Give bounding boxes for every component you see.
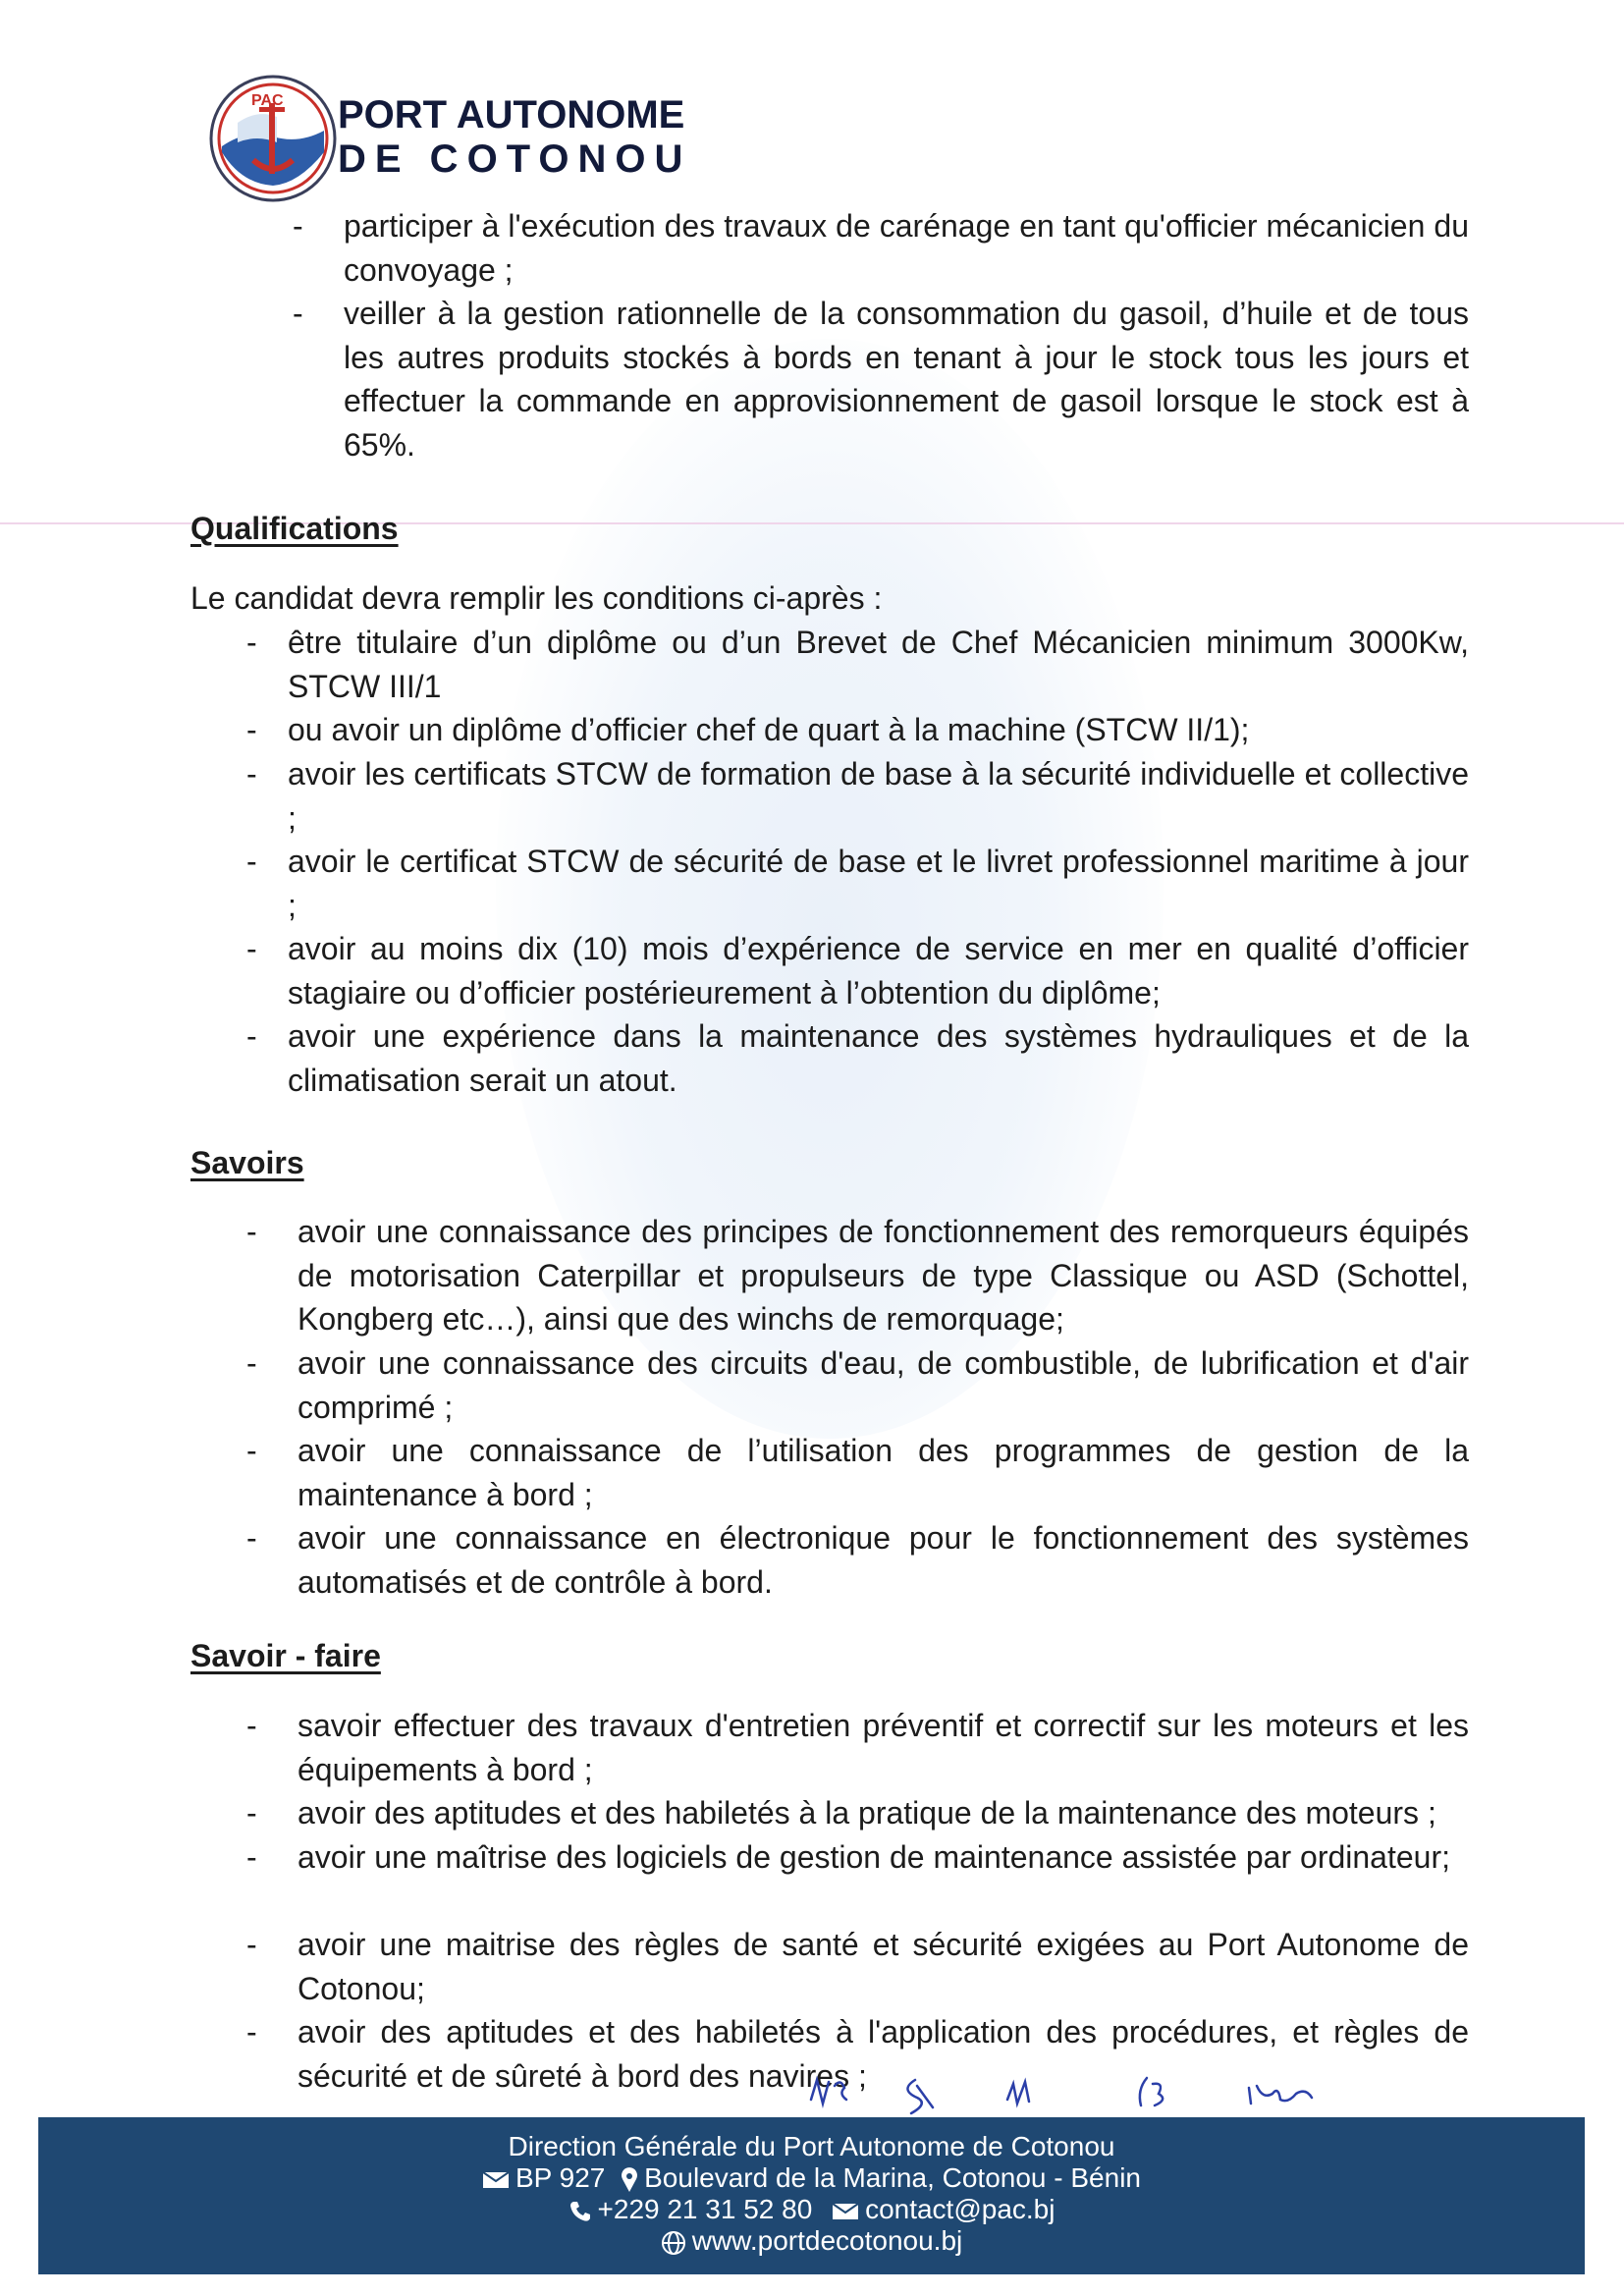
- footer-phone: +229 21 31 52 80: [597, 2194, 813, 2224]
- organization-name-line2: DE COTONOU: [338, 137, 692, 181]
- section-heading-savoir-faire: Savoir - faire: [190, 1638, 381, 1673]
- footer-email[interactable]: contact@pac.bj: [865, 2194, 1056, 2224]
- footer-address: Boulevard de la Marina, Cotonou - Bénin: [644, 2162, 1141, 2193]
- footer-website[interactable]: www.portdecotonou.bj: [691, 2225, 963, 2256]
- list-item: - avoir une connaissance des circuits d'eau, de combustible, de lubrification et d'air comprimé ;: [246, 1345, 1469, 1425]
- footer-contact-band: [38, 2117, 1585, 2274]
- globe-icon: [661, 2230, 686, 2256]
- list-item: - avoir les certificats STCW de formation de base à la sécurité individuelle et collective ;: [246, 756, 1469, 836]
- list-item: - avoir le certificat STCW de sécurité de base et le livret professionnel maritime à jour ;: [246, 844, 1469, 923]
- list-item: - avoir une maîtrise des logiciels de gestion de maintenance assistée par ordinateur;: [246, 1839, 1450, 1875]
- mail-icon: [482, 2171, 510, 2189]
- footer-bp: BP 927: [515, 2162, 606, 2193]
- footer-web-line: [38, 2225, 1585, 2257]
- footer-address-line: [38, 2162, 1585, 2194]
- phone-icon: [568, 2200, 592, 2223]
- list-item: - avoir des aptitudes et des habiletés à l'application des procédures, et règles de sécurité et de sûreté à bord des navires ;: [246, 2014, 1469, 2094]
- port-logo: [208, 74, 338, 203]
- mail-icon: [832, 2203, 859, 2220]
- list-item: - avoir au moins dix (10) mois d’expérience de service en mer en qualité d’officier stagiaire ou d’officier postérieurement à l’obtention du diplôme;: [246, 931, 1469, 1011]
- footer-org-line: Direction Générale du Port Autonome de Cotonou: [508, 2131, 1115, 2161]
- organization-name: [338, 93, 691, 182]
- logo-text: PAC: [251, 92, 284, 109]
- section-heading-qualifications: Qualifications: [190, 511, 399, 546]
- list-item: - avoir une connaissance de l’utilisation des programmes de gestion de la maintenance à bord ;: [246, 1433, 1469, 1512]
- footer-contact-line: [38, 2194, 1585, 2225]
- section-heading-savoirs: Savoirs: [190, 1145, 304, 1180]
- list-item: - avoir une connaissance des principes de fonctionnement des remorqueurs équipés de motorisation Caterpillar et propulseurs de type Classique ou ASD (Schottel, Kongberg etc…), ainsi que des winchs de remorquage;: [246, 1214, 1469, 1337]
- organization-name-line1: PORT AUTONOME: [338, 93, 685, 137]
- list-item: - être titulaire d’un diplôme ou d’un Brevet de Chef Mécanicien minimum 3000Kw, STCW III/1: [246, 625, 1469, 704]
- qualifications-intro: Le candidat devra remplir les conditions ci-après :: [190, 580, 883, 616]
- list-item: - avoir une maitrise des règles de santé et sécurité exigées au Port Autonome de Cotonou;: [246, 1927, 1469, 2006]
- location-pin-icon: [621, 2167, 638, 2193]
- list-item: - savoir effectuer des travaux d'entretien préventif et correctif sur les moteurs et les équipements à bord ;: [246, 1708, 1469, 1787]
- list-item: - avoir une expérience dans la maintenance des systèmes hydrauliques et de la climatisation serait un atout.: [246, 1018, 1469, 1098]
- list-item: - ou avoir un diplôme d’officier chef de quart à la machine (STCW II/1);: [246, 712, 1250, 747]
- list-item: - avoir des aptitudes et des habiletés à la pratique de la maintenance des moteurs ;: [246, 1795, 1436, 1831]
- list-item: - avoir une connaissance en électronique pour le fonctionnement des systèmes automatisés et de contrôle à bord.: [246, 1520, 1469, 1600]
- list-item: - participer à l'exécution des travaux de carénage en tant qu'officier mécanicien du convoyage ;: [293, 208, 1469, 288]
- list-item: - veiller à la gestion rationnelle de la consommation du gasoil, d’huile et de tous les autres produits stockés à bords en tenant à jour le stock tous les jours et effectuer la commande en approvisionnement de gasoil lorsque le stock est à 65%.: [293, 296, 1469, 463]
